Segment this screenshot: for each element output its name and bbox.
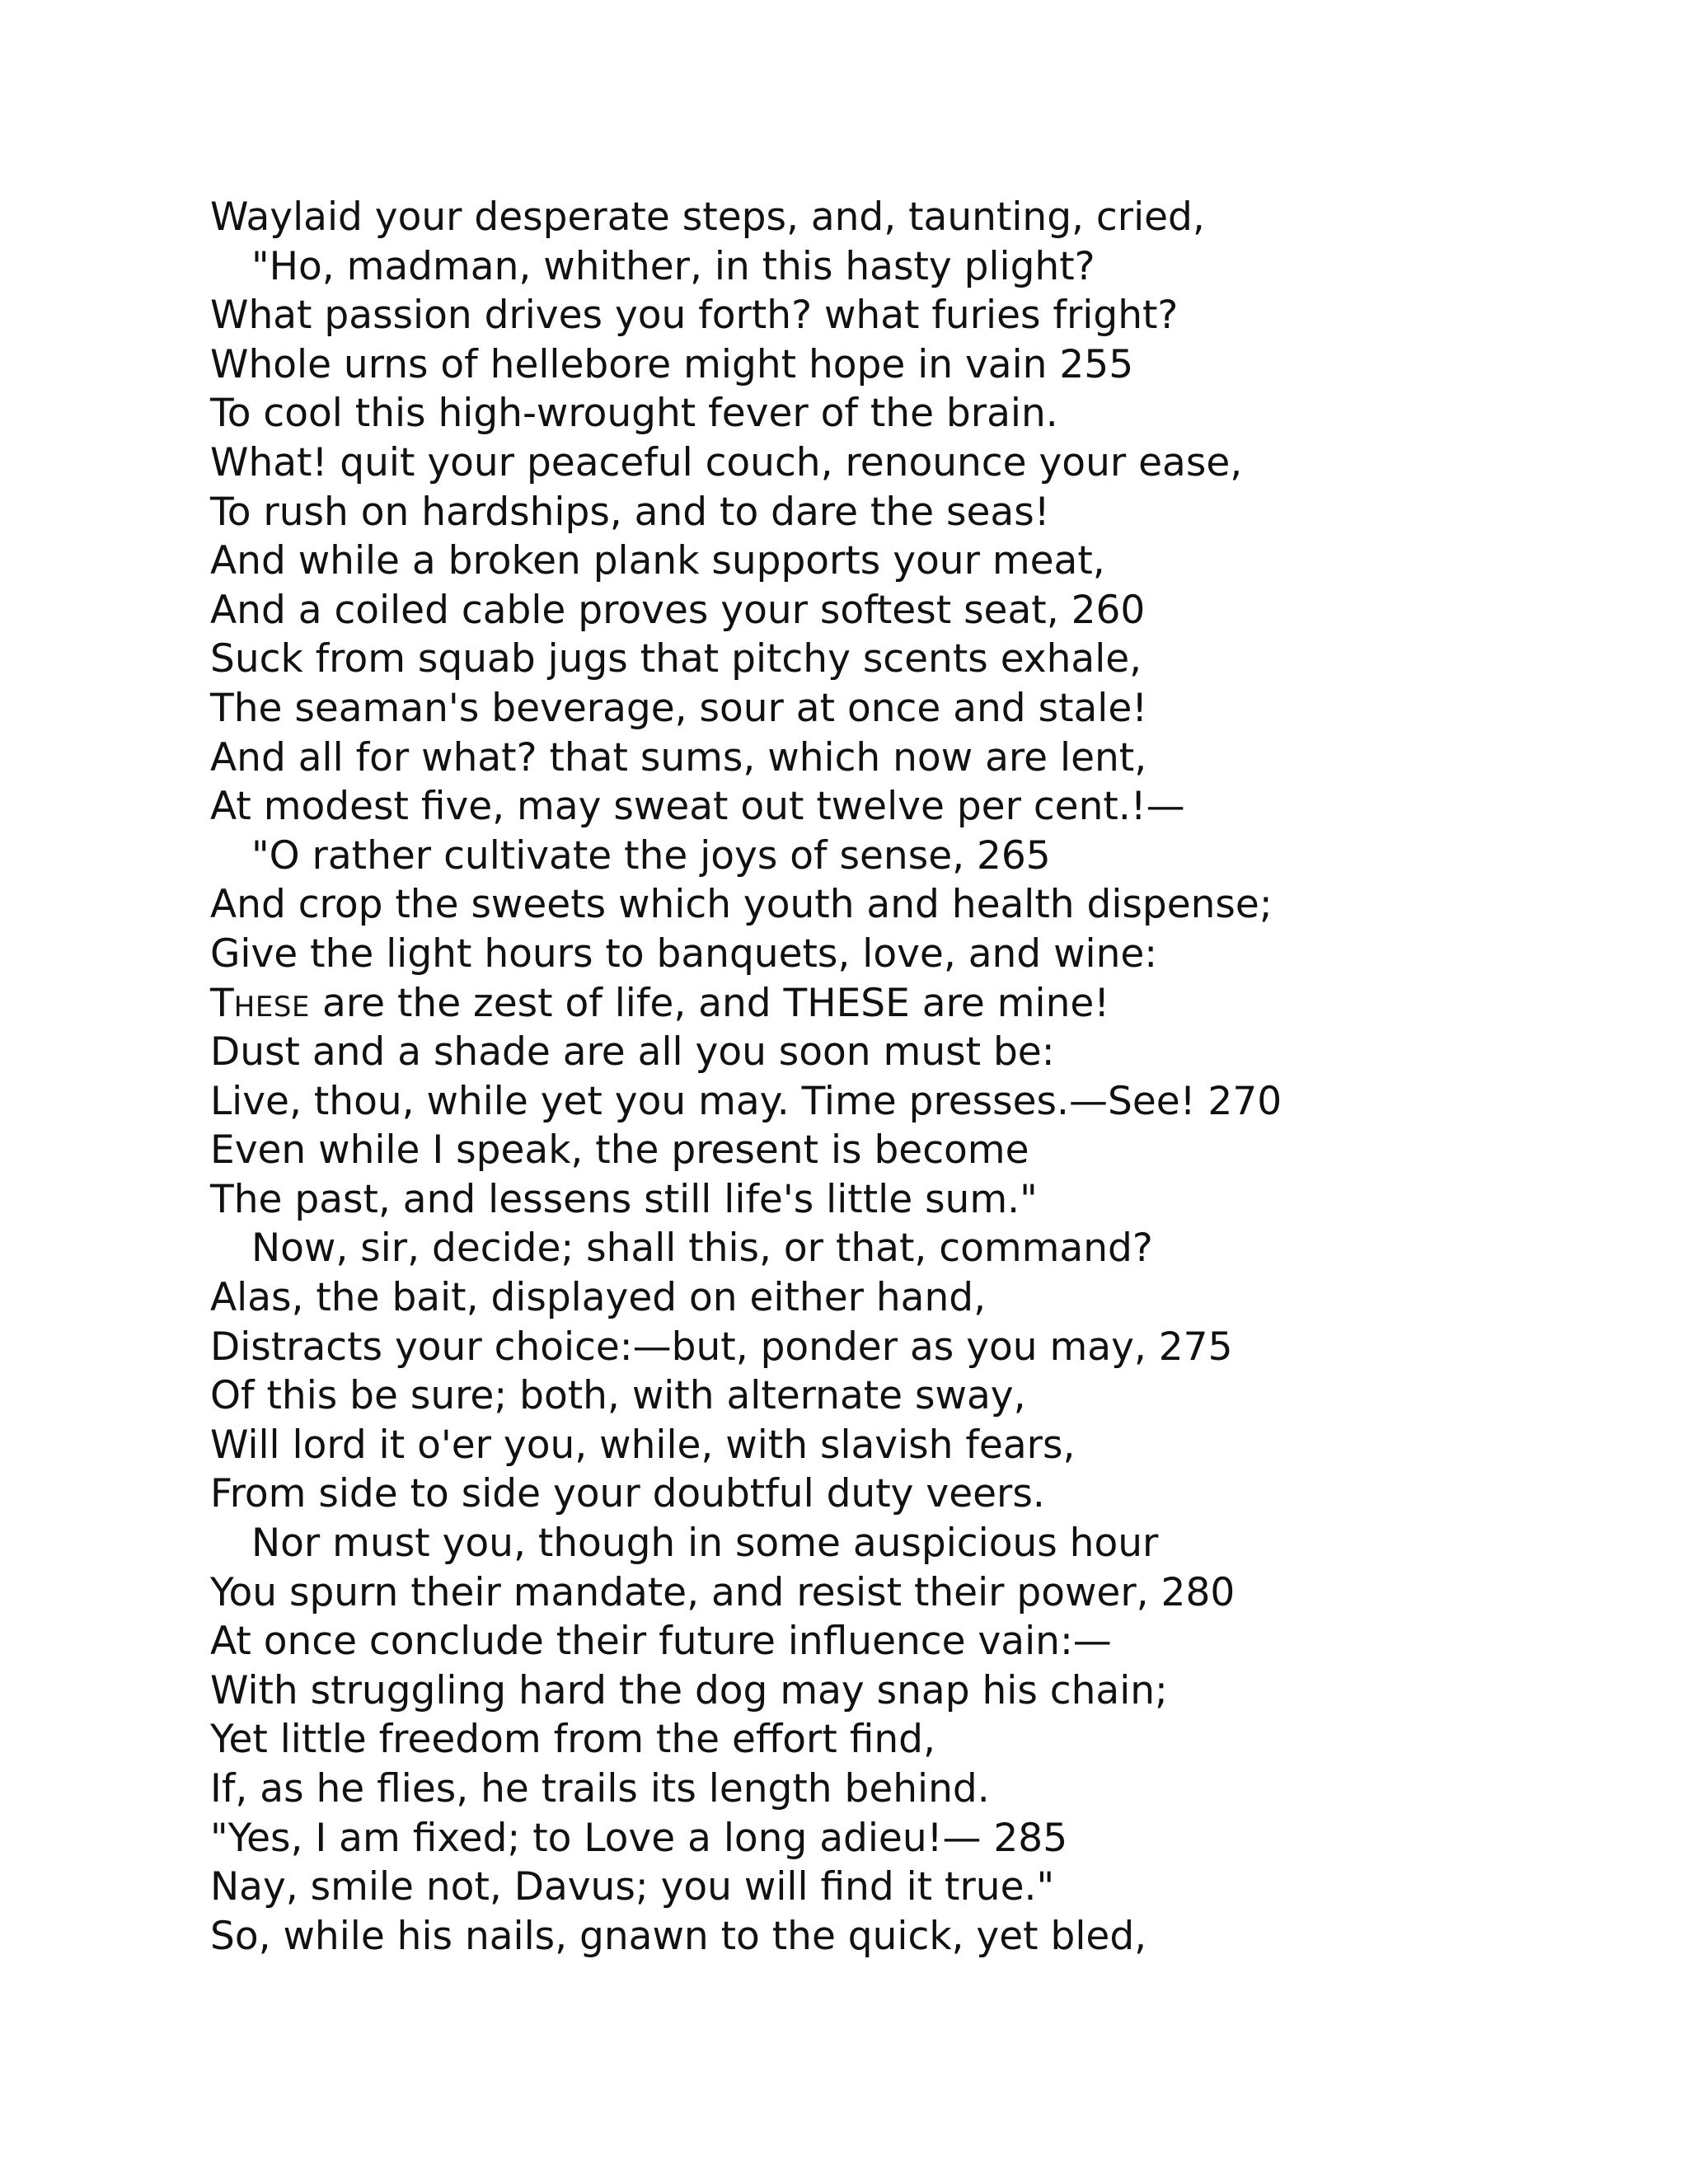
poem-text bbox=[210, 193, 1611, 1961]
poem-line: Nor must you, though in some auspicious hour bbox=[251, 1521, 1159, 1567]
line-remainder: are the zest of life, and THESE are mine! bbox=[310, 980, 1110, 1026]
poem-line: "Yes, I am fixed; to Love a long adieu!— 285 bbox=[210, 1815, 1068, 1861]
poem-line: Alas, the bait, displayed on either hand, bbox=[210, 1275, 987, 1321]
poem-line: To rush on hardships, and to dare the seas! bbox=[210, 489, 1050, 535]
poem-line: Nay, smile not, Davus; you will find it true." bbox=[210, 1864, 1055, 1910]
poem-line: If, as he flies, he trails its length behind. bbox=[210, 1766, 990, 1811]
poem-line: Yet little freedom from the effort find, bbox=[210, 1717, 935, 1763]
poem-line: To cool this high-wrought fever of the brain. bbox=[210, 391, 1058, 437]
poem-line: At modest five, may sweat out twelve per cent.!— bbox=[210, 784, 1185, 830]
poem-line-smallcaps bbox=[210, 979, 1611, 1029]
poem-line: Give the light hours to banquets, love, and wine: bbox=[210, 930, 1158, 977]
poem-line: Waylaid your desperate steps, and, taunting, cried, bbox=[210, 194, 1205, 240]
poem-line: And a coiled cable proves your softest seat, 260 bbox=[210, 587, 1146, 633]
poem-line: And crop the sweets which youth and health dispense; bbox=[210, 882, 1273, 928]
poem-line: Dust and a shade are all you soon must be: bbox=[210, 1029, 1055, 1076]
poem-line: Of this be sure; both, with alternate sway, bbox=[210, 1373, 1026, 1419]
poem-line: "O rather cultivate the joys of sense, 265 bbox=[251, 832, 1051, 879]
poem-line: "Ho, madman, whither, in this hasty plight? bbox=[251, 243, 1095, 289]
poem-line: And all for what? that sums, which now are lent, bbox=[210, 734, 1147, 780]
poem-line: With struggling hard the dog may snap his chain; bbox=[210, 1667, 1168, 1713]
poem-line: Even while I speak, the present is become bbox=[210, 1127, 1029, 1174]
poem-line: And while a broken plank supports your meat, bbox=[210, 538, 1105, 584]
smallcaps-word: HESE bbox=[233, 990, 311, 1023]
poem-line: Suck from squab jugs that pitchy scents exhale, bbox=[210, 636, 1142, 682]
poem-line: What passion drives you forth? what furies fright? bbox=[210, 293, 1179, 339]
poem-line: What! quit your peaceful couch, renounce your ease, bbox=[210, 439, 1243, 485]
poem-line: Will lord it o'er you, while, with slavish fears, bbox=[210, 1422, 1076, 1468]
poem-line: Live, thou, while yet you may. Time presses.—See! 270 bbox=[210, 1078, 1282, 1124]
poem-line: At once conclude their future influence vain:— bbox=[210, 1619, 1112, 1665]
poem-line: Distracts your choice:—but, ponder as you may, 275 bbox=[210, 1324, 1233, 1370]
poem-line: You spurn their mandate, and resist their power, 280 bbox=[210, 1569, 1236, 1615]
poem-line: Now, sir, decide; shall this, or that, command? bbox=[251, 1226, 1153, 1272]
poem-line: From side to side your doubtful duty veers. bbox=[210, 1471, 1045, 1517]
poem-line: The past, and lessens still life's little sum." bbox=[210, 1176, 1038, 1222]
poem-line: The seaman's beverage, sour at once and stale! bbox=[210, 685, 1148, 731]
smallcaps-initial: T bbox=[210, 980, 234, 1026]
poem-line: Whole urns of hellebore might hope in vain 255 bbox=[210, 341, 1134, 387]
poem-line: So, while his nails, gnawn to the quick, yet bled, bbox=[210, 1913, 1147, 1959]
